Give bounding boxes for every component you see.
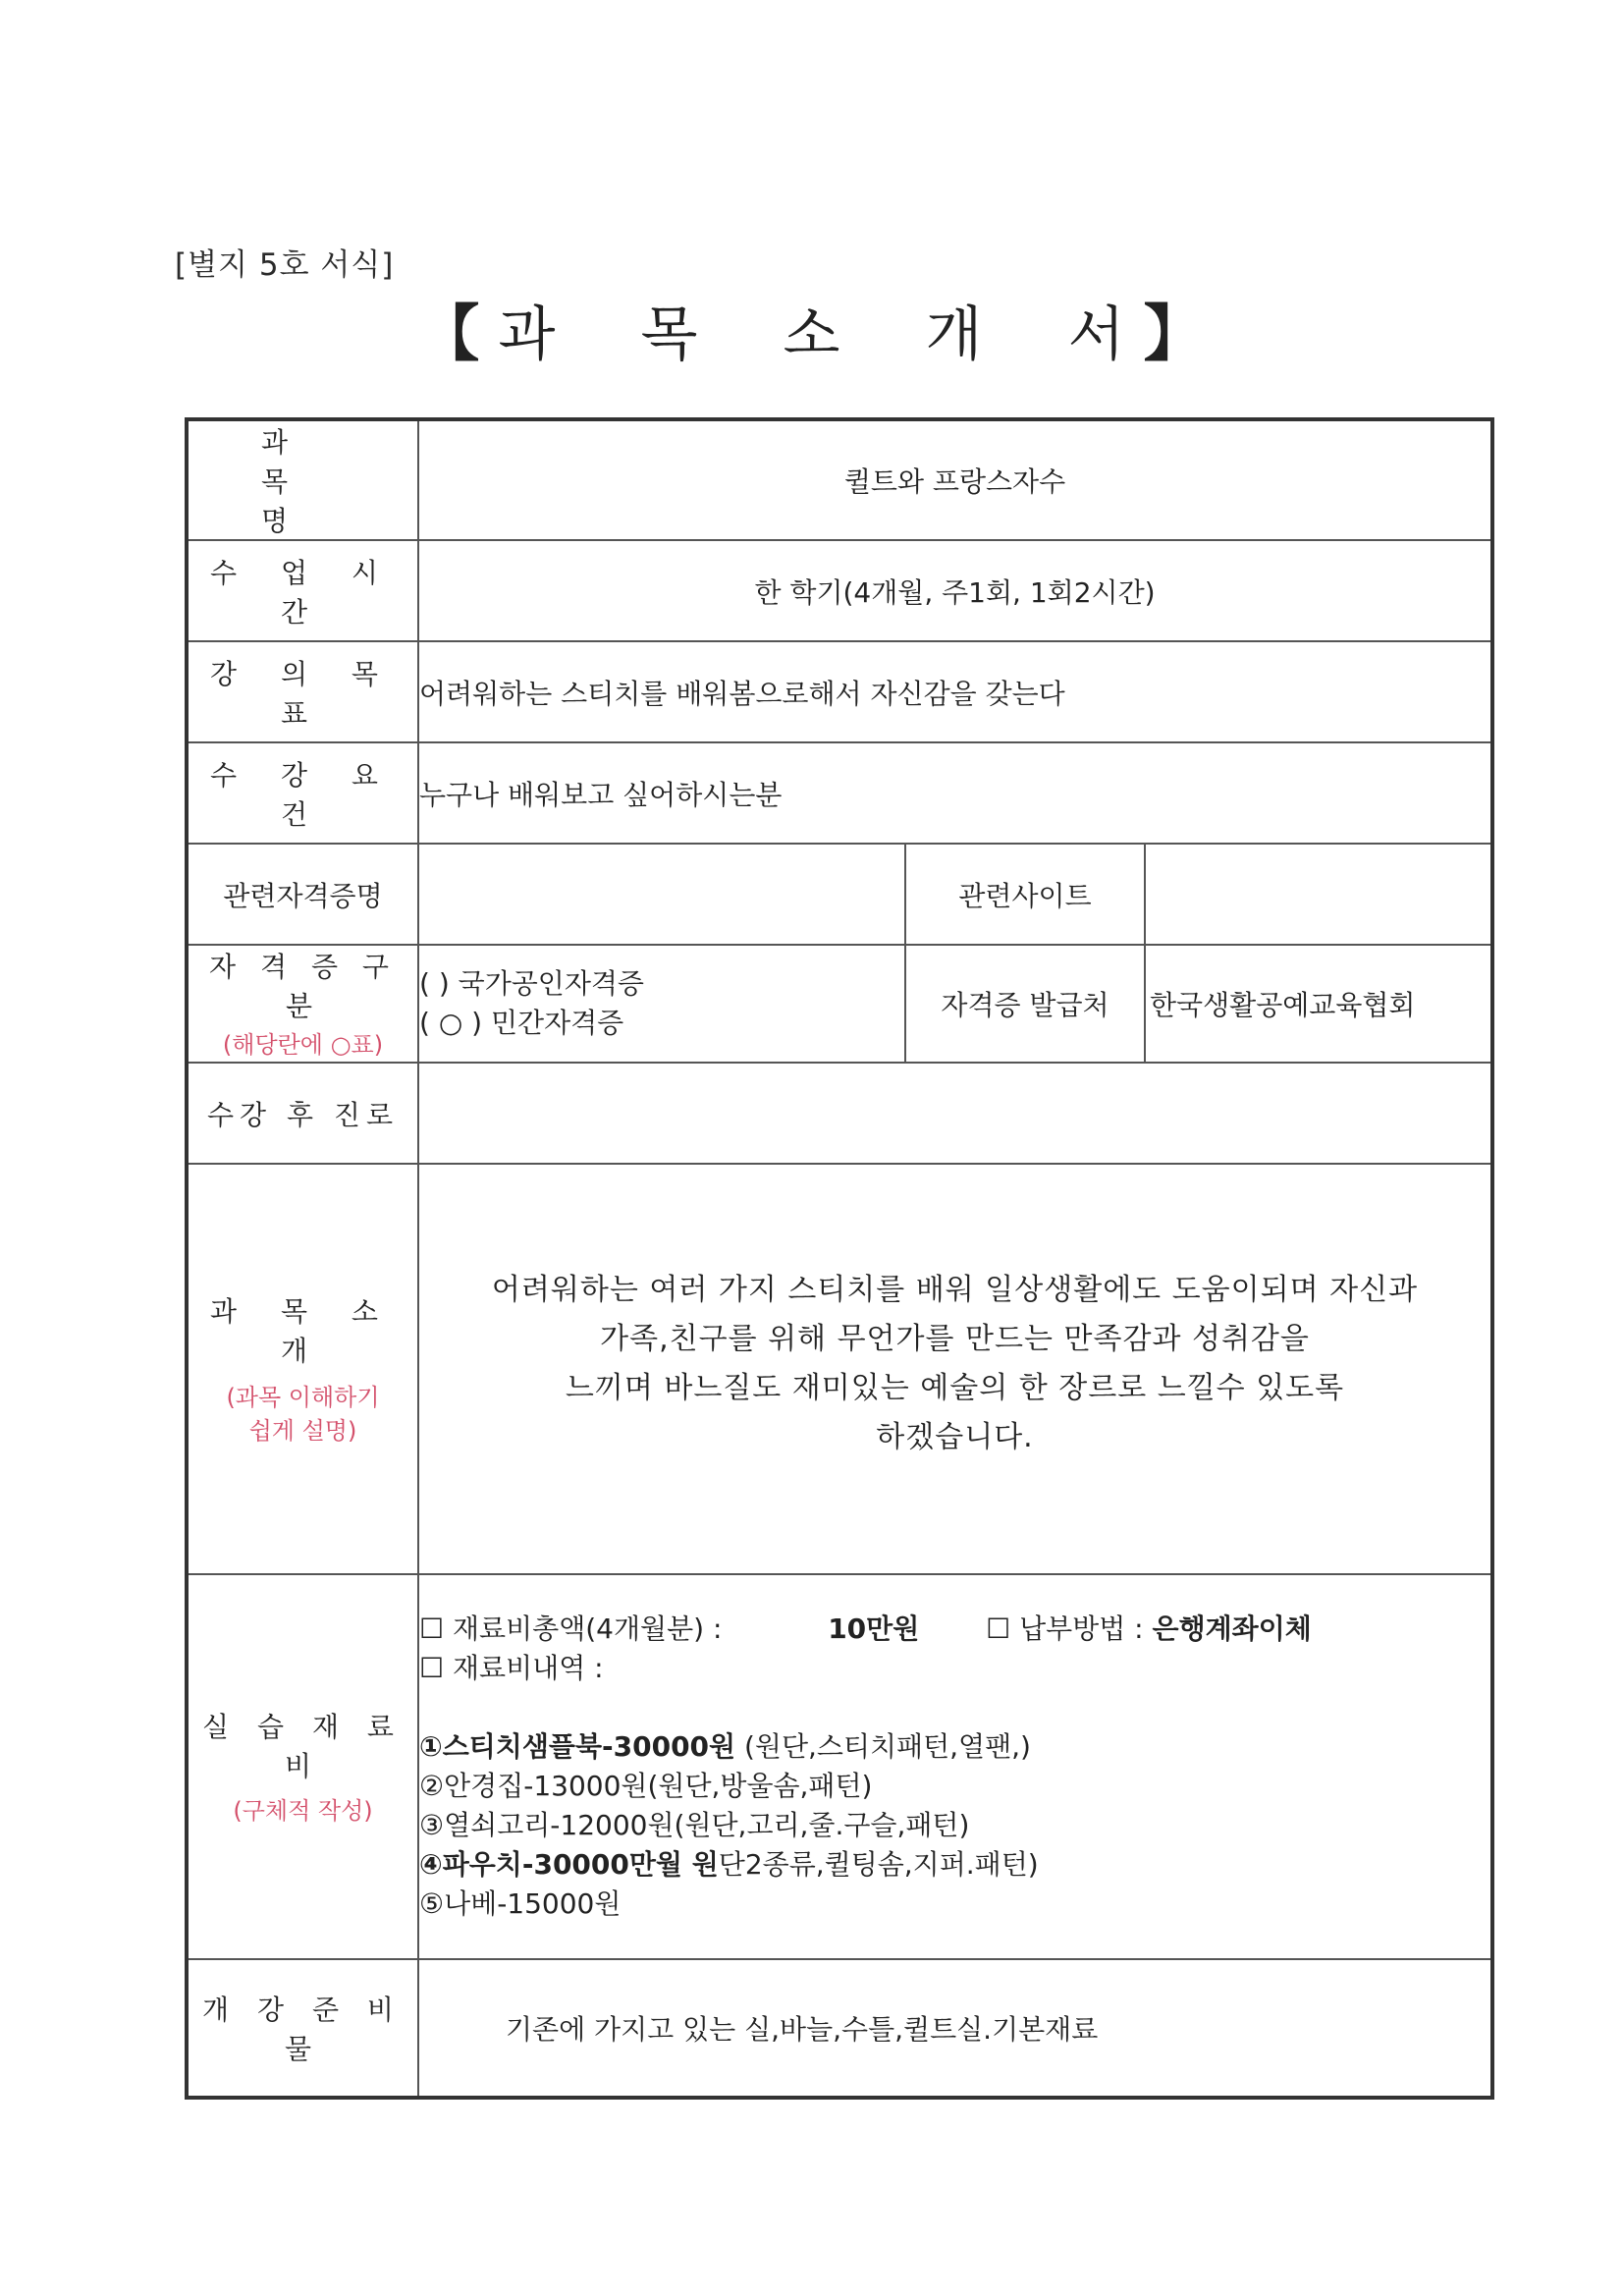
value-class-time: 한 학기(4개월, 주1회, 1회2시간) bbox=[418, 540, 1492, 641]
material-item: ④파우치-30000만월 원단2종류,퀼팅솜,지퍼.패턴) bbox=[419, 1848, 1039, 1881]
material-item: ②안경집-13000원(원단,방울솜,패턴) bbox=[419, 1770, 873, 1802]
row-intro bbox=[187, 1164, 1492, 1574]
title-bracket-open: 【 bbox=[418, 298, 480, 369]
materials-note: (구체적 작성) bbox=[233, 1797, 373, 1825]
label-cert-issuer: 자격증 발급처 bbox=[905, 945, 1145, 1063]
label-class-time: 수 업 시 간 bbox=[187, 540, 418, 641]
label-cert-type: 자 격 증 구 분 (해당란에 ○표) bbox=[187, 945, 418, 1063]
cert-type-note: (해당란에 ○표) bbox=[222, 1031, 384, 1059]
value-lecture-goal: 어려워하는 스티치를 배워봄으로해서 자신감을 갖는다 bbox=[418, 641, 1492, 742]
label-materials: 실 습 재 료 비 (구체적 작성) bbox=[187, 1574, 418, 1959]
row-class-time bbox=[187, 540, 1492, 641]
value-subject-name: 퀼트와 프랑스자수 bbox=[418, 419, 1492, 540]
value-related-site bbox=[1145, 844, 1492, 945]
value-cert-issuer: 한국생활공예교육협회 bbox=[1145, 945, 1492, 1063]
row-lecture-goal bbox=[187, 641, 1492, 742]
payment-method-label: ☐ 납부방법 : bbox=[986, 1613, 1144, 1645]
option-national-cert: ( ) 국가공인자격증 bbox=[419, 967, 644, 1000]
value-career bbox=[418, 1063, 1492, 1164]
title-text: 과 목 소 개 서 bbox=[498, 301, 1159, 369]
row-materials bbox=[187, 1574, 1492, 1959]
intro-note: (과목 이해하기 쉽게 설명) bbox=[226, 1384, 380, 1445]
value-intro bbox=[418, 1164, 1492, 1574]
materials-total-line bbox=[419, 1610, 1490, 1649]
materials-total-label: ☐ 재료비총액(4개월분) : bbox=[419, 1613, 723, 1645]
value-cert-name bbox=[418, 844, 905, 945]
label-cert-name: 관련자격증명 bbox=[187, 844, 418, 945]
row-prep bbox=[187, 1959, 1492, 2098]
intro-line: 가족,친구를 위해 무언가를 만드는 만족감과 성취감을 bbox=[600, 1322, 1310, 1356]
label-lecture-goal: 강 의 목 표 bbox=[187, 641, 418, 742]
label-related-site: 관련사이트 bbox=[905, 844, 1145, 945]
option-private-cert: ( ○ ) 민간자격증 bbox=[419, 1007, 624, 1039]
label-career: 수강 후 진로 bbox=[187, 1063, 418, 1164]
payment-method-value: 은행계좌이체 bbox=[1152, 1613, 1312, 1645]
material-item: ①스티치샘플북-30000원 (원단,스티치패턴,열팬,) bbox=[419, 1730, 1031, 1763]
value-materials bbox=[418, 1574, 1492, 1959]
page-title bbox=[0, 285, 1623, 372]
form-number: [별지 5호 서식] bbox=[175, 247, 395, 283]
material-item: ⑤나베-15000원 bbox=[419, 1887, 622, 1920]
material-item: ③열쇠고리-12000원(원단,고리,줄.구슬,패턴) bbox=[419, 1809, 970, 1841]
row-cert-name bbox=[187, 844, 1492, 945]
row-cert-type bbox=[187, 945, 1492, 1063]
row-subject-name bbox=[187, 419, 1492, 540]
materials-detail-label: ☐ 재료비내역 : bbox=[419, 1652, 604, 1684]
row-career bbox=[187, 1063, 1492, 1164]
materials-total-value: 10만원 bbox=[828, 1613, 920, 1645]
intro-line: 어려워하는 여러 가지 스티치를 배워 일상생활에도 도움이되며 자신과 bbox=[491, 1273, 1419, 1307]
intro-line: 느끼며 바느질도 재미있는 예술의 한 장르로 느낄수 있도록 bbox=[565, 1371, 1345, 1405]
row-requirements bbox=[187, 742, 1492, 844]
course-intro-form bbox=[185, 417, 1494, 2100]
intro-line: 하겠습니다. bbox=[876, 1420, 1034, 1454]
label-intro: 과 목 소 개 (과목 이해하기 쉽게 설명) bbox=[187, 1164, 418, 1574]
label-prep: 개 강 준 비 물 bbox=[187, 1959, 418, 2098]
label-subject-name: 과 목 명 bbox=[187, 419, 418, 540]
value-cert-type bbox=[418, 945, 905, 1063]
value-requirements: 누구나 배워보고 싶어하시는분 bbox=[418, 742, 1492, 844]
label-requirements: 수 강 요 건 bbox=[187, 742, 418, 844]
title-bracket-close: 】 bbox=[1143, 298, 1205, 369]
value-prep: 기존에 가지고 있는 실,바늘,수틀,퀼트실.기본재료 bbox=[418, 1959, 1492, 2098]
